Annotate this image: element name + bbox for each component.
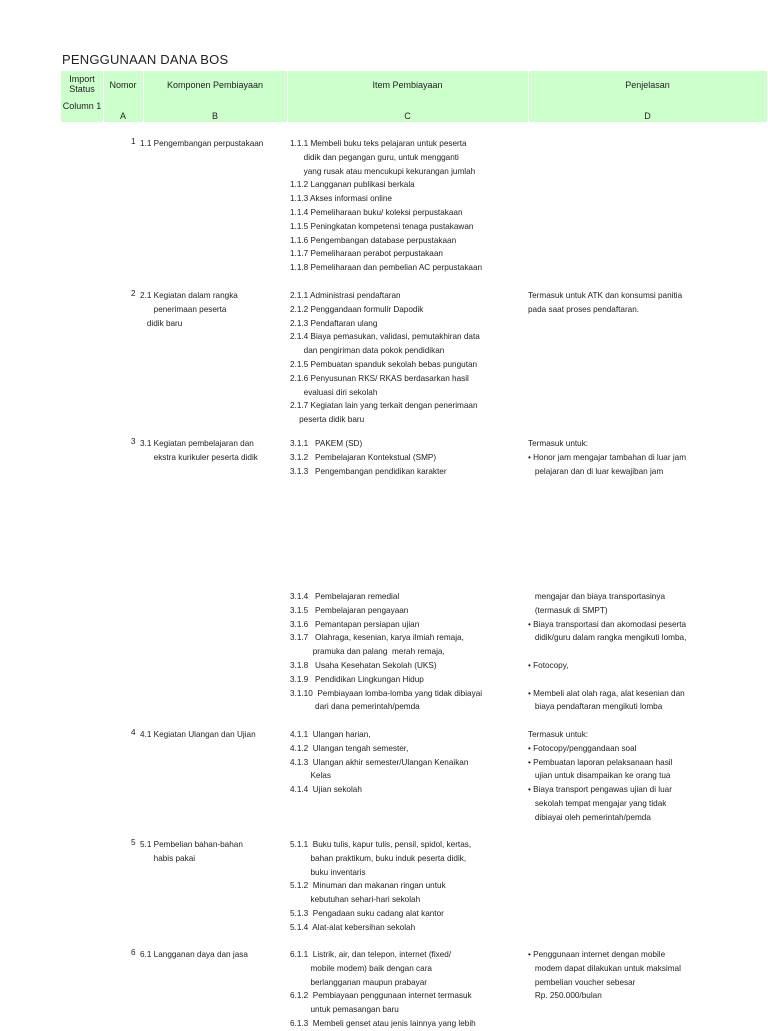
item-line: 5.1.1 Buku tulis, kapur tulis, pensil, spidol, kertas,: [290, 840, 472, 849]
item-line: 1.1.8 Pemeliharaan dan pembelian AC perpustakaan: [290, 263, 483, 273]
penjelasan-line: didik/guru dalam rangka mengikuti lomba,: [528, 633, 687, 643]
item-line: 5.1.3 Pengadaan suku cadang alat kantor: [290, 908, 444, 918]
item-line: 6.1.2 Pembiayaan penggunaan internet termasuk: [290, 991, 472, 1001]
header-col-c: C: [404, 111, 411, 121]
item-line: untuk pemasangan baru: [290, 1005, 399, 1015]
item-cell: [290, 289, 520, 427]
penjelasan-line: ujian untuk disampaikan ke orang tua: [528, 771, 671, 781]
penjelasan-cell: [528, 948, 718, 1003]
item-line: 6.1.3 Membeli genset atau jenis lainnya yang lebih: [290, 1018, 476, 1028]
header-komponen: Komponen Pembiayaan: [166, 80, 264, 90]
penjelasan-line: sekolah tempat mengajar yang tidak: [528, 798, 667, 808]
item-line: 3.1.9 Pendidikan Lingkungan Hidup: [290, 674, 424, 684]
item-line: 3.1.6 Pemantapan persiapan ujian: [290, 619, 420, 629]
row-number: 6: [131, 948, 136, 957]
item-line: didik dan pegangan guru, untuk mengganti: [290, 152, 459, 162]
penjelasan-line: Rp. 250.000/bulan: [528, 991, 602, 1001]
row-number: 1: [131, 137, 136, 146]
item-cell: [290, 437, 520, 478]
item-line: 2.1.2 Penggandaan formulir Dapodik: [290, 304, 424, 314]
item-cell: [290, 948, 520, 1031]
penjelasan-line: (termasuk di SMPT): [528, 605, 608, 615]
komponen-line: didik baru: [140, 318, 183, 328]
item-line: yang rusak atau mencukupi kekurangan jumlah: [290, 166, 476, 176]
item-line: 6.1.1 Listrik, air, dan telepon, internet (fixed/: [290, 950, 452, 959]
item-line: kebutuhan sehari-hari sekolah: [290, 895, 421, 905]
item-cell: [290, 590, 520, 714]
komponen-line: habis pakai: [140, 853, 196, 863]
row-number: 3: [131, 437, 136, 446]
komponen-line: ekstra kurikuler peserta didik: [140, 452, 258, 462]
komponen-line: 1.1 Pengembangan perpustakaan: [140, 139, 264, 148]
row-number: 5: [131, 838, 136, 847]
penjelasan-line: • Membeli alat olah raga, alat kesenian dan: [528, 688, 685, 698]
penjelasan-line: Termasuk untuk:: [528, 730, 589, 739]
penjelasan-cell: [528, 728, 718, 825]
item-cell: [290, 137, 520, 275]
penjelasan-line: • Biaya transport pengawas ujian di luar: [528, 785, 672, 795]
header-nomor: Nomor: [109, 80, 137, 90]
item-line: 3.1.10 Pembiayaan lomba-lomba yang tidak dibiayai: [290, 688, 483, 698]
komponen-line: 3.1 Kegiatan pembelajaran dan: [140, 439, 254, 448]
penjelasan-line: modem dapat dilakukan untuk maksimal: [528, 963, 681, 973]
penjelasan-cell: [528, 437, 718, 478]
header-column-1: Column 1: [62, 101, 102, 111]
penjelasan-line: • Honor jam mengajar tambahan di luar jam: [528, 452, 687, 462]
item-line: peserta didik baru: [290, 415, 365, 425]
penjelasan-cell: [528, 590, 718, 714]
komponen-cell: [140, 289, 280, 330]
item-line: 1.1.6 Pengembangan database perpustakaan: [290, 235, 457, 245]
item-line: dan pengiriman data pokok pendidikan: [290, 346, 445, 356]
komponen-cell: [140, 137, 280, 151]
item-line: Kelas: [290, 771, 331, 781]
penjelasan-line: dibiayai oleh pemerintah/pemda: [528, 812, 651, 822]
header-col-b: B: [211, 111, 218, 121]
header-import-status: Import Status: [69, 74, 95, 94]
item-line: mobile modem) baik dengan cara: [290, 963, 432, 973]
penjelasan-line: biaya pendaftaran mengikuti lomba: [528, 702, 663, 712]
item-line: dari dana pemerintah/pemda: [290, 702, 420, 712]
item-line: berlangganan maupun prabayar: [290, 977, 428, 987]
item-line: 1.1.1 Membeli buku teks pelajaran untuk peserta: [290, 139, 467, 148]
komponen-cell: [140, 948, 280, 962]
item-line: 4.1.1 Ulangan harian,: [290, 730, 371, 739]
item-line: buku inventaris: [290, 867, 366, 877]
item-line: 1.1.2 Langganan publikasi berkala: [290, 180, 415, 190]
item-line: 2.1.1 Administrasi pendaftaran: [290, 291, 401, 300]
penjelasan-line: • Biaya transportasi dan akomodasi peserta: [528, 619, 687, 629]
item-line: 2.1.4 Biaya pemasukan, validasi, pemutakhiran data: [290, 332, 480, 342]
header-col-a: A: [119, 111, 126, 121]
komponen-line: 2.1 Kegiatan dalam rangka: [140, 291, 238, 300]
komponen-line: 4.1 Kegiatan Ulangan dan Ujian: [140, 730, 256, 739]
header-item: Item Pembiayaan: [372, 80, 443, 90]
komponen-cell: [140, 728, 280, 742]
item-line: 1.1.3 Akses informasi online: [290, 194, 392, 204]
komponen-cell: [140, 838, 280, 866]
item-line: 4.1.3 Ulangan akhir semester/Ulangan Kenaikan: [290, 757, 469, 767]
item-line: 2.1.5 Pembuatan spanduk sekolah bebas pungutan: [290, 359, 478, 369]
item-cell: [290, 838, 520, 935]
penjelasan-line: Termasuk untuk ATK dan konsumsi panitia: [528, 291, 683, 300]
komponen-line: 5.1 Pembelian bahan-bahan: [140, 840, 243, 849]
item-line: evaluasi diri sekolah: [290, 387, 378, 397]
item-line: 3.1.1 PAKEM (SD): [290, 439, 363, 448]
penjelasan-line: Termasuk untuk:: [528, 439, 589, 448]
row-number: 2: [131, 289, 136, 298]
item-line: 3.1.5 Pembelajaran pengayaan: [290, 605, 409, 615]
item-line: 1.1.5 Peningkatan kompetensi tenaga pustakawan: [290, 221, 474, 231]
page-title: PENGGUNAAN DANA BOS: [62, 52, 229, 67]
penjelasan-line: mengajar dan biaya transportasinya: [528, 592, 665, 601]
item-line: 2.1.3 Pendaftaran ulang: [290, 318, 378, 328]
penjelasan-line: pembelian voucher sebesar: [528, 977, 636, 987]
penjelasan-line: • Fotocopy/penggandaan soal: [528, 743, 637, 753]
item-line: 3.1.3 Pengembangan pendidikan karakter: [290, 466, 447, 476]
penjelasan-cell: [528, 289, 718, 317]
penjelasan-line: • Fotocopy,: [528, 660, 569, 670]
header-penjelasan: Penjelasan: [625, 80, 670, 90]
item-line: 4.1.4 Ujian sekolah: [290, 785, 362, 795]
komponen-cell: [140, 437, 280, 465]
item-line: 2.1.7 Kegiatan lain yang terkait dengan penerimaan: [290, 401, 478, 411]
item-line: 3.1.2 Pembelajaran Kontekstual (SMP): [290, 452, 437, 462]
item-line: 1.1.4 Pemeliharaan buku/ koleksi perpustakaan: [290, 207, 463, 217]
komponen-line: penerimaan peserta: [140, 304, 227, 314]
penjelasan-line: • Penggunaan internet dengan mobile: [528, 950, 666, 959]
item-line: bahan praktikum, buku induk peserta didik,: [290, 853, 467, 863]
penjelasan-line: [528, 673, 718, 687]
item-line: pramuka dan palang merah remaja,: [290, 647, 445, 657]
penjelasan-line: [528, 645, 718, 659]
item-line: 3.1.4 Pembelajaran remedial: [290, 592, 400, 601]
item-line: 3.1.8 Usaha Kesehatan Sekolah (UKS): [290, 660, 437, 670]
komponen-line: 6.1 Langganan daya dan jasa: [140, 950, 248, 959]
penjelasan-line: • Pembuatan laporan pelaksanaan hasil: [528, 757, 673, 767]
table-header: [61, 71, 767, 122]
penjelasan-line: pada saat proses pendaftaran.: [528, 304, 640, 314]
item-line: 2.1.6 Penyusunan RKS/ RKAS berdasarkan hasil: [290, 373, 469, 383]
item-line: 1.1.7 Pemeliharaan perabot perpustakaan: [290, 249, 443, 259]
item-line: 5.1.4 Alat-alat kebersihan sekolah: [290, 922, 416, 932]
item-cell: [290, 728, 520, 797]
header-col-d: D: [644, 111, 651, 121]
item-line: 4.1.2 Ulangan tengah semester,: [290, 743, 409, 753]
row-number: 4: [131, 728, 136, 737]
penjelasan-line: pelajaran dan di luar kewajiban jam: [528, 466, 664, 476]
item-line: 5.1.2 Minuman dan makanan ringan untuk: [290, 881, 446, 891]
item-line: 3.1.7 Olahraga, kesenian, karya ilmiah remaja,: [290, 633, 464, 643]
